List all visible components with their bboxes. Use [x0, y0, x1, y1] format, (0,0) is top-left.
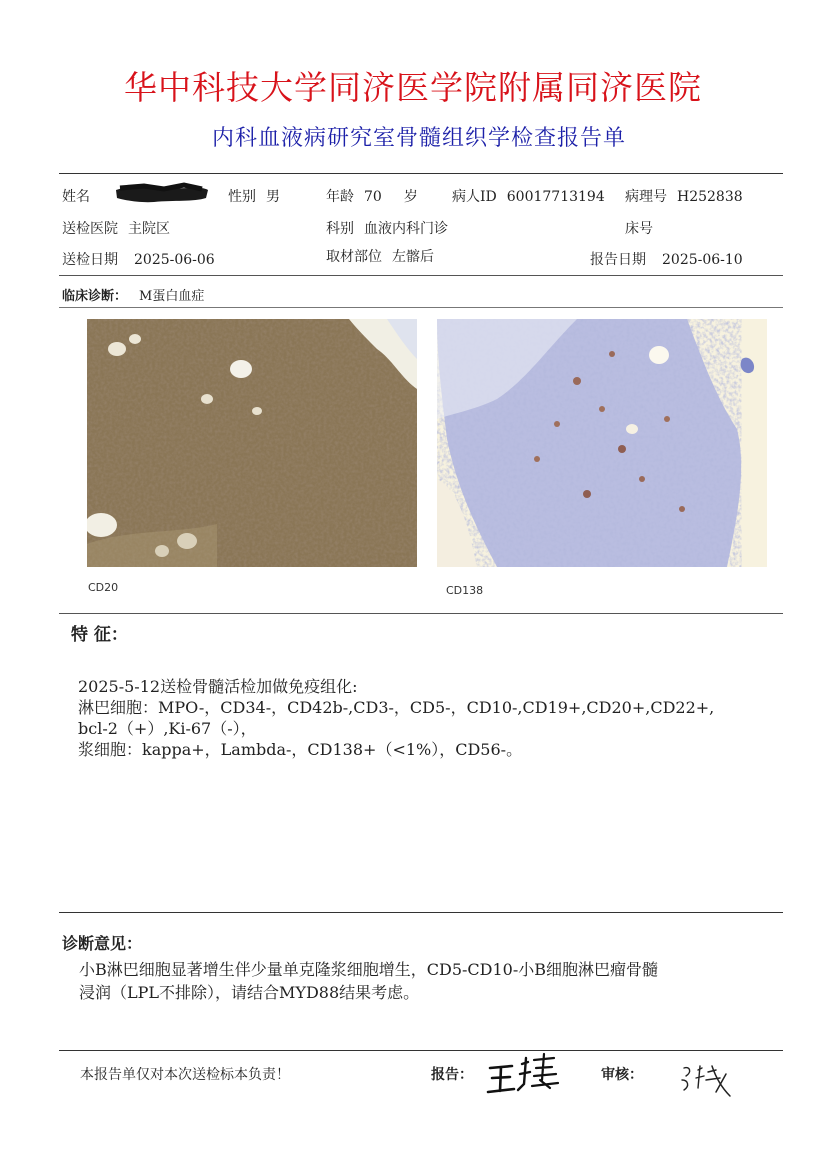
department-value: 血液内科门诊 [364, 221, 448, 237]
submitting-hospital-value: 主院区 [128, 221, 170, 237]
submit-date-field [62, 249, 215, 269]
department-field [326, 218, 448, 238]
header-divider [59, 173, 783, 174]
disclaimer: 本报告单仅对本次送检标本负责！ [80, 1067, 290, 1083]
footer-divider [59, 1050, 783, 1051]
sample-site-field [326, 246, 434, 266]
sex-label: 性别 [228, 189, 256, 205]
pathology-no-label: 病理号 [625, 189, 667, 205]
pathology-no-field [625, 186, 743, 206]
name-label: 姓名 [62, 189, 90, 205]
bed-label: 床号 [625, 221, 653, 237]
cd138-caption: CD138 [446, 584, 484, 597]
diagnosis-line: 浸润（LPL不排除），请结合MYD88结果考虑。 [79, 983, 420, 1002]
sex-field [228, 186, 280, 206]
report-date-value: 2025-06-10 [662, 252, 743, 268]
clinical-divider [59, 307, 783, 308]
sex-value: 男 [266, 189, 280, 205]
reporter-signature [484, 1050, 564, 1100]
features-title: 特 征： [71, 625, 128, 645]
cd138-micrograph [437, 319, 767, 567]
redacted-name [114, 180, 210, 206]
images-divider [59, 613, 783, 614]
cd20-micrograph [87, 319, 417, 567]
patient-id-value: 60017713194 [506, 189, 605, 205]
features-divider [59, 912, 783, 913]
diagnosis-line: 小B淋巴细胞显著增生伴少量单克隆浆细胞增生，CD5-CD10-小B细胞淋巴瘤骨髓 [79, 960, 659, 979]
department-label: 科别 [326, 221, 354, 237]
features-line: 浆细胞：kappa+，Lambda-，CD138+（<1%），CD56-。 [78, 740, 523, 759]
submitting-hospital-label: 送检医院 [62, 221, 118, 237]
sample-site-value: 左髂后 [392, 249, 434, 265]
reviewer-signature [676, 1058, 736, 1102]
report-date-label: 报告日期 [590, 252, 646, 268]
age-unit: 岁 [403, 189, 418, 205]
name-field [62, 186, 90, 206]
sample-site-label: 取材部位 [326, 249, 382, 265]
features-body [78, 676, 778, 760]
clinical-diagnosis-label: 临床诊断： [62, 289, 128, 304]
features-line: 淋巴细胞：MPO-，CD34-，CD42b-,CD3-，CD5-，CD10-,CD19+,CD20+,CD22+, [78, 698, 715, 717]
submit-date-value: 2025-06-06 [134, 252, 215, 268]
submitting-hospital-field [62, 218, 170, 238]
bed-field [625, 218, 653, 238]
diagnosis-title: 诊断意见： [62, 934, 143, 953]
info-divider [59, 275, 783, 276]
patient-id-label: 病人ID [452, 189, 497, 205]
clinical-diagnosis [62, 285, 204, 304]
age-label: 年龄 [326, 189, 354, 205]
pathology-no-value: H252838 [677, 189, 743, 205]
submit-date-label: 送检日期 [62, 252, 118, 268]
age-value: 70 [364, 189, 382, 205]
cd20-caption: CD20 [88, 581, 119, 594]
report-date-field [590, 249, 743, 269]
age-field [326, 186, 418, 206]
hospital-title: 华中科技大学同济医学院附属同济医院 [124, 68, 702, 107]
reviewer-label: 审核： [601, 1067, 643, 1083]
report-subtitle: 内科血液病研究室骨髓组织学检查报告单 [211, 126, 626, 151]
features-line: 2025-5-12送检骨髓活检加做免疫组化: [78, 677, 358, 696]
features-line: bcl-2（+）,Ki-67（-）， [78, 719, 257, 738]
reporter-label: 报告： [431, 1067, 473, 1083]
diagnosis-body [79, 958, 779, 1004]
patient-id-field [452, 186, 605, 206]
clinical-diagnosis-value: M蛋白血症 [139, 289, 205, 304]
